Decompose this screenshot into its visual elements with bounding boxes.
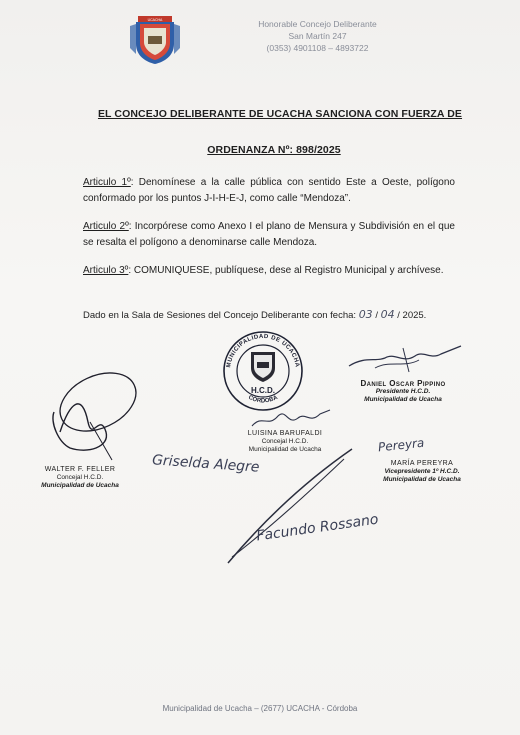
issue-date-prefix: Dado en la Sala de Sesiones del Concejo Deliberante con fecha: — [83, 310, 357, 321]
feller-org: Municipalidad de Ucacha — [41, 482, 119, 489]
pippino-name: Daniel Oscar Pippino — [360, 379, 446, 388]
pereyra-org: Municipalidad de Ucacha — [383, 476, 461, 483]
feller-name: WALTER F. FELLER — [44, 466, 116, 473]
issue-date-line: Dado en la Sala de Sesiones del Concejo Deliberante con fecha: 03 / 04 / 2025. — [83, 308, 427, 321]
barufaldi-name: LUISINA BARUFALDI — [247, 430, 323, 437]
document-footer: Municipalidad de Ucacha – (2677) UCACHA - Córdoba — [162, 704, 358, 713]
article-2-label: Articulo 2º — [83, 221, 129, 232]
issue-date-month: 04 — [380, 308, 395, 321]
article-1-label: Articulo 1º — [83, 177, 131, 188]
article-1-text: : Denomínese a la calle pública con sentido Este a Oeste, polígono conformado por los puntos J-I-H-E-J, como calle “Mendoza”. — [83, 177, 455, 204]
article-2-text: : Incorpórese como Anexo I el plano de Mensura y Subdivisión en el que se resalta el polígono a denominarse calle Mendoza. — [83, 221, 455, 248]
document-title-line2: ORDENANZA Nº: 898/2025 — [207, 144, 341, 156]
council-name: Honorable Concejo Deliberante — [258, 19, 377, 29]
pippino-signature — [345, 338, 465, 383]
article-3-text: : COMUNIQUESE, publíquese, dese al Registro Municipal y archívese. — [128, 265, 444, 276]
article-3 — [83, 263, 455, 279]
issue-date-year: 2025. — [402, 310, 427, 321]
feller-signature — [40, 362, 150, 467]
seal-bottom-text: CÓRDOBA — [247, 394, 279, 405]
barufaldi-title: Concejal H.C.D. — [261, 438, 309, 445]
seal-top-text: MUNICIPALIDAD DE UCACHA — [226, 333, 300, 369]
council-logo — [128, 14, 182, 66]
document-title-line1: EL CONCEJO DELIBERANTE DE UCACHA SANCIONA CON FUERZA DE — [97, 108, 463, 120]
signature-block-pereyra — [362, 460, 482, 484]
barufaldi-signature — [248, 404, 333, 432]
pereyra-name: MARÍA PEREYRA — [390, 460, 454, 467]
council-address: San Martín 247 — [288, 31, 347, 41]
council-header-info — [230, 18, 405, 54]
pereyra-signature-text: Pereyra — [377, 435, 425, 455]
barufaldi-org: Municipalidad de Ucacha — [248, 446, 322, 453]
article-3-label: Articulo 3º — [83, 265, 129, 276]
article-2 — [83, 219, 455, 251]
rossano-signature-text: Facundo Rossano — [255, 511, 380, 545]
signature-block-pippino — [343, 380, 463, 404]
svg-text:CÓRDOBA — [247, 395, 279, 405]
pippino-org: Municipalidad de Ucacha — [364, 396, 442, 403]
issue-date-day: 03 — [358, 308, 373, 321]
pippino-title: Presidente H.C.D. — [375, 388, 431, 395]
pereyra-title: Vicepresidente 1º H.C.D. — [384, 468, 460, 475]
feller-title: Concejal H.C.D. — [56, 474, 104, 481]
hcd-seal — [220, 330, 306, 412]
svg-text:UCACHA: UCACHA — [147, 18, 163, 22]
signature-block-feller — [20, 466, 140, 490]
article-1 — [83, 175, 455, 207]
seal-center-text: H.C.D. — [251, 386, 275, 395]
council-phones: (0353) 4901108 – 4893722 — [266, 43, 369, 53]
signature-block-barufaldi — [230, 430, 340, 454]
alegre-signature-text: Griselda Alegre — [151, 452, 260, 476]
